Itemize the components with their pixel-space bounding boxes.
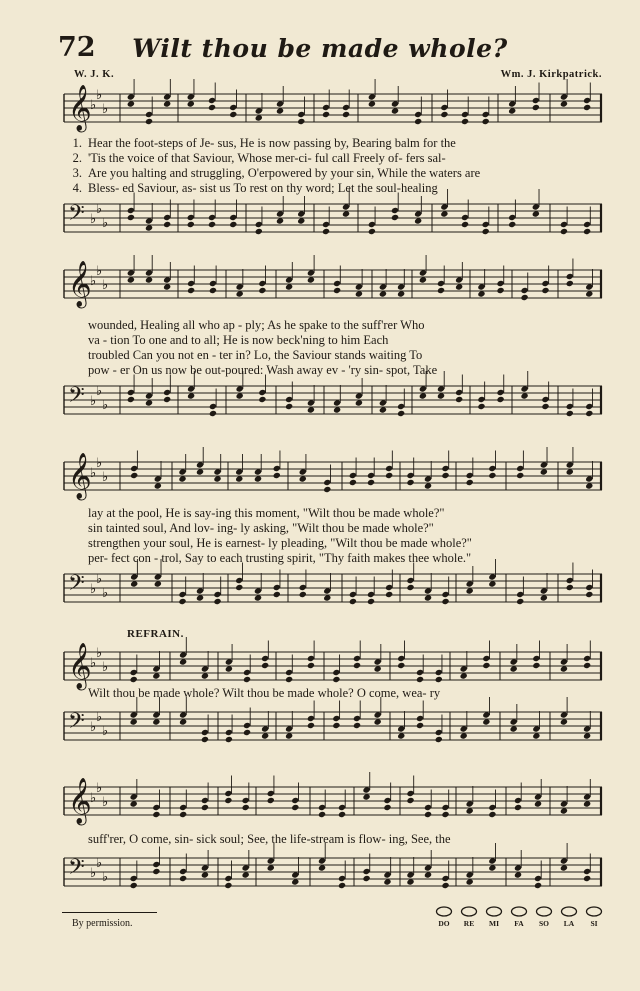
svg-text:♭: ♭: [90, 212, 97, 227]
svg-text:♭: ♭: [96, 384, 103, 399]
svg-text:♭: ♭: [102, 795, 109, 810]
lyric-text: 'Tis the voice of that Saviour, Whose mer-ci- ful call Freely of- fers sal-: [88, 151, 446, 165]
svg-text:𝄞: 𝄞: [68, 778, 92, 824]
music-system-3: [60, 450, 606, 620]
verse-line: [60, 136, 606, 151]
lyricist-credit: W. J. K.: [74, 69, 115, 80]
lyric-text: per- fect con - trol, Say to each trusting spirit, "Thy faith makes thee whole.": [88, 551, 472, 565]
solfege-fa: FA: [509, 906, 529, 934]
refrain-line: [60, 686, 606, 701]
shape-note-icon: [585, 906, 603, 917]
verse-number: [60, 506, 88, 521]
svg-text:♭: ♭: [90, 582, 97, 597]
svg-text:♭: ♭: [90, 656, 97, 671]
verse-line: [60, 521, 606, 536]
svg-text:♭: ♭: [96, 264, 103, 279]
music-system-1: [60, 80, 606, 250]
svg-text:♭: ♭: [90, 720, 97, 735]
svg-text:♭: ♭: [96, 646, 103, 661]
svg-text:♭: ♭: [90, 791, 97, 806]
lyric-text: suff'rer, O come, sin- sick soul; See, the life-stream is flow- ing, See, the: [88, 832, 451, 846]
solfege-la: LA: [559, 906, 579, 934]
verse-number: [60, 318, 88, 333]
music-system-5: [60, 775, 606, 905]
svg-text:♭: ♭: [102, 216, 109, 231]
shape-note-icon: [560, 906, 578, 917]
svg-text:𝄢: 𝄢: [68, 855, 85, 885]
shape-note-icon: [460, 906, 478, 917]
svg-text:♭: ♭: [102, 470, 109, 485]
svg-text:𝄢: 𝄢: [68, 201, 85, 231]
verse-line: [60, 536, 606, 551]
lyric-text: Hear the foot-steps of Je- sus, He is now passing by, Bearing balm for the: [88, 136, 456, 150]
page-number: 72: [58, 32, 96, 63]
refrain-line: [60, 832, 606, 847]
svg-text:♭: ♭: [96, 88, 103, 103]
svg-text:♭: ♭: [96, 856, 103, 871]
svg-text:♭: ♭: [102, 102, 109, 117]
svg-text:♭: ♭: [96, 572, 103, 587]
svg-text:𝄞: 𝄞: [68, 85, 92, 131]
shape-note-icon: [535, 906, 553, 917]
verse-number: 2.: [72, 151, 82, 165]
solfege-re: RE: [459, 906, 479, 934]
lyric-text: sin tainted soul, And lov- ing- ly asking, "Wilt thou be made whole?": [88, 521, 434, 535]
lyric-text: wounded, Healing all who ap - ply; As he spake to the suff'rer Who: [88, 318, 425, 332]
svg-text:𝄢: 𝄢: [68, 571, 85, 601]
svg-text:♭: ♭: [96, 456, 103, 471]
bass-staff: [60, 380, 606, 434]
verse-line: [60, 348, 606, 363]
verse-line: [60, 318, 606, 333]
verse-line: [60, 506, 606, 521]
verse-line: [60, 333, 606, 348]
bass-staff: [60, 706, 606, 760]
verse-number: [60, 551, 88, 566]
verse-line: [60, 151, 606, 166]
svg-text:♭: ♭: [96, 710, 103, 725]
footer-rule: [62, 912, 157, 913]
lyric-text: Wilt thou be made whole? Wilt thou be made whole? O come, wea- ry: [88, 686, 441, 700]
lyric-text: Are you halting and struggling, O'erpowered by your sin, While the waters are: [88, 166, 481, 180]
music-system-2: [60, 258, 606, 428]
solfege-so: SO: [534, 906, 554, 934]
shape-note-icon: [435, 906, 453, 917]
lyric-text: troubled Can you not en - ter in? Lo, the Saviour stands waiting To: [88, 348, 423, 362]
verse-line: [60, 363, 606, 378]
lyric-text: Bless- ed Saviour, as- sist us To rest on thy word; Let the soul-healing: [88, 181, 438, 195]
svg-text:𝄢: 𝄢: [68, 383, 85, 413]
svg-text:♭: ♭: [102, 398, 109, 413]
svg-text:♭: ♭: [96, 781, 103, 796]
solfege-legend: [434, 906, 604, 934]
svg-text:♭: ♭: [90, 394, 97, 409]
verse-number: [60, 536, 88, 551]
hymn-title: Wilt thou be made whole?: [132, 34, 508, 63]
treble-staff: [60, 261, 606, 318]
svg-text:♭: ♭: [102, 278, 109, 293]
treble-staff: [60, 778, 606, 835]
svg-text:♭: ♭: [90, 466, 97, 481]
verse-number: [60, 521, 88, 536]
treble-staff: [60, 85, 606, 142]
svg-text:♭: ♭: [96, 202, 103, 217]
bass-staff: [60, 568, 606, 622]
verse-number: [60, 333, 88, 348]
permission-note: By permission.: [72, 918, 133, 929]
svg-text:𝄢: 𝄢: [68, 709, 85, 739]
svg-text:♭: ♭: [102, 586, 109, 601]
svg-text:♭: ♭: [90, 866, 97, 881]
bass-staff: [60, 198, 606, 252]
solfege-si: SI: [584, 906, 604, 934]
refrain-label: REFRAIN.: [127, 628, 184, 640]
verse-number: 3.: [72, 166, 82, 180]
lyric-text: va - tion To one and to all; He is now beck'ning to him Each: [88, 333, 389, 347]
verse-number: [60, 348, 88, 363]
svg-text:♭: ♭: [102, 870, 109, 885]
verse-line: [60, 551, 606, 566]
svg-text:♭: ♭: [102, 724, 109, 739]
shape-note-icon: [510, 906, 528, 917]
svg-text:♭: ♭: [90, 274, 97, 289]
lyric-text: lay at the pool, He is say-ing this moment, "Wilt thou be made whole?": [88, 506, 445, 520]
verse-number: 1.: [72, 136, 82, 150]
verse-number: [60, 363, 88, 378]
lyric-text: strengthen your soul, He is earnest- ly pleading, "Wilt thou be made whole?": [88, 536, 472, 550]
verse-line: [60, 181, 606, 196]
svg-text:𝄞: 𝄞: [68, 643, 92, 689]
shape-note-icon: [485, 906, 503, 917]
bass-staff: [60, 852, 606, 906]
music-system-4: [60, 640, 606, 770]
svg-text:♭: ♭: [102, 660, 109, 675]
verse-line: [60, 166, 606, 181]
svg-text:𝄞: 𝄞: [68, 261, 92, 307]
verse-number: [60, 832, 88, 847]
verse-number: [60, 686, 88, 701]
verse-number: 4.: [72, 181, 82, 195]
solfege-do: DO: [434, 906, 454, 934]
svg-text:𝄞: 𝄞: [68, 453, 92, 499]
treble-staff: [60, 453, 606, 510]
svg-text:♭: ♭: [90, 98, 97, 113]
lyric-text: pow - er On us now be out-poured: Wash away ev - 'ry sin- spot, Take: [88, 363, 438, 377]
solfege-mi: MI: [484, 906, 504, 934]
composer-credit: Wm. J. Kirkpatrick.: [500, 69, 602, 80]
